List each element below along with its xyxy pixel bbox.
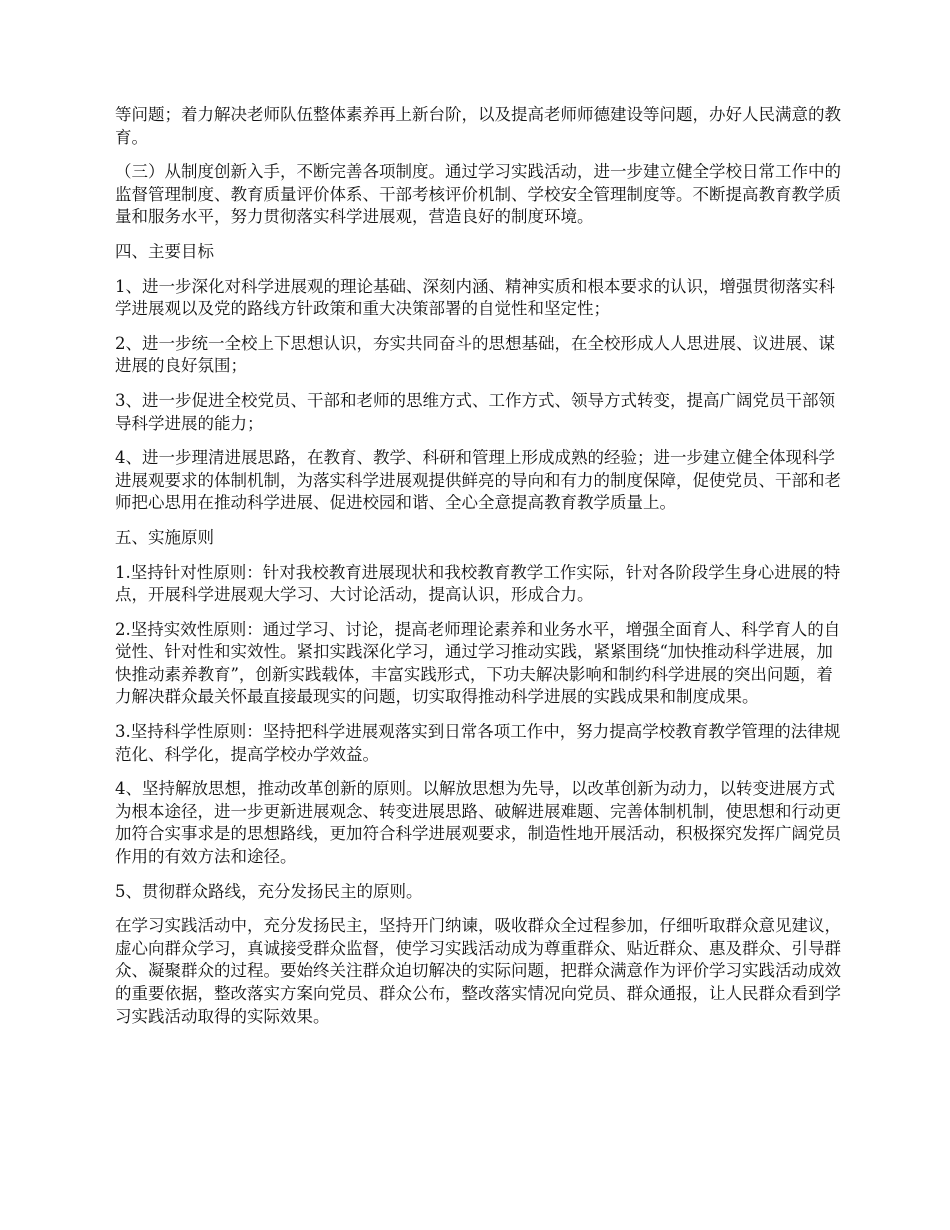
goal-item-2: 2、进一步统一全校上下思想认识，夯实共同奋斗的思想基础，在全校形成人人思进展、议进展、谋进展的良好氛围； (115, 333, 835, 376)
principle-item-5: 5、贯彻群众路线，充分发扬民主的原则。 (115, 881, 423, 901)
document-body (115, 104, 845, 1040)
paragraph-continuation: 等问题；着力解决老师队伍整体素养再上新台阶，以及提高老师师德建设等问题，办好人民满意的教育。 (115, 105, 841, 147)
principle-item-2: 2.坚持实效性原则：通过学习、讨论，提高老师理论素养和业务水平，增强全面育人、科学育人的自觉性、针对性和实效性。紧扣实践深化学习，通过学习推动实践，紧紧围绕“加快推动科学进展，加快推动素养教育”，创新实践载体，丰富实践形式，下功夫解决影响和制约科学进展的突出问题，着力解决群众最关怀最直接最现实的问题，切实取得推动科学进展的实践成果和制度成果。 (115, 619, 841, 707)
section-heading-principles: 五、实施原则 (115, 527, 214, 547)
principle-item-1: 1.坚持针对性原则：针对我校教育进展现状和我校教育教学工作实际，针对各阶段学生身心进展的特点，开展科学进展观大学习、大讨论活动，提高认识，形成合力。 (115, 562, 841, 605)
goal-item-1: 1、进一步深化对科学进展观的理论基础、深刻内涵、精神实质和根本要求的认识，增强贯彻落实科学进展观以及党的路线方针政策和重大决策部署的自觉性和坚定性； (115, 276, 835, 319)
paragraph-mass-line: 在学习实践活动中，充分发扬民主，坚持开门纳谏，吸收群众全过程参加，仔细听取群众意见建议，虚心向群众学习，真诚接受群众监督，使学习实践活动成为尊重群众、贴近群众、惠及群众、引导群众、凝聚群众的过程。要始终关注群众迫切解决的实际问题，把群众满意作为评价学习实践活动成效的重要依据，整改落实方案向党员、群众公布，整改落实情况向党员、群众通报，让人民群众看到学习实践活动取得的实际效果。 (115, 916, 841, 1026)
goal-item-3: 3、进一步促进全校党员、干部和老师的思维方式、工作方式、领导方式转变，提高广阔党员干部领导科学进展的能力； (115, 390, 835, 433)
paragraph-system-innovation: （三）从制度创新入手，不断完善各项制度。通过学习实践活动，进一步建立健全学校日常工作中的监督管理制度、教育质量评价体系、干部考核评价机制、学校安全管理制度等。不断提高教育教学质量和服务水平，努力贯彻落实科学进展观，营造良好的制度环境。 (115, 162, 841, 227)
section-heading-main-goals: 四、主要目标 (115, 241, 214, 261)
principle-item-4: 4、坚持解放思想，推动改革创新的原则。以解放思想为先导，以改革创新为动力，以转变进展方式为根本途径，进一步更新进展观念、转变进展思路、破解进展难题、完善体制机制，使思想和行动更加符合实事求是的思想路线，更加符合科学进展观要求，制造性地开展活动，积极探究发挥广阔党员作用的有效方法和途径。 (115, 779, 841, 867)
goal-item-4: 4、进一步理清进展思路，在教育、教学、科研和管理上形成成熟的经验；进一步建立健全体现科学进展观要求的体制机制，为落实科学进展观提供鲜亮的导向和有力的制度保障，促使党员、干部和老师把心思用在推动科学进展、促进校园和谐、全心全意提高教育教学质量上。 (115, 448, 841, 513)
principle-item-3: 3.坚持科学性原则：坚持把科学进展观落实到日常各项工作中，努力提高学校教育教学管理的法律规范化、科学化，提高学校办学效益。 (115, 722, 841, 764)
